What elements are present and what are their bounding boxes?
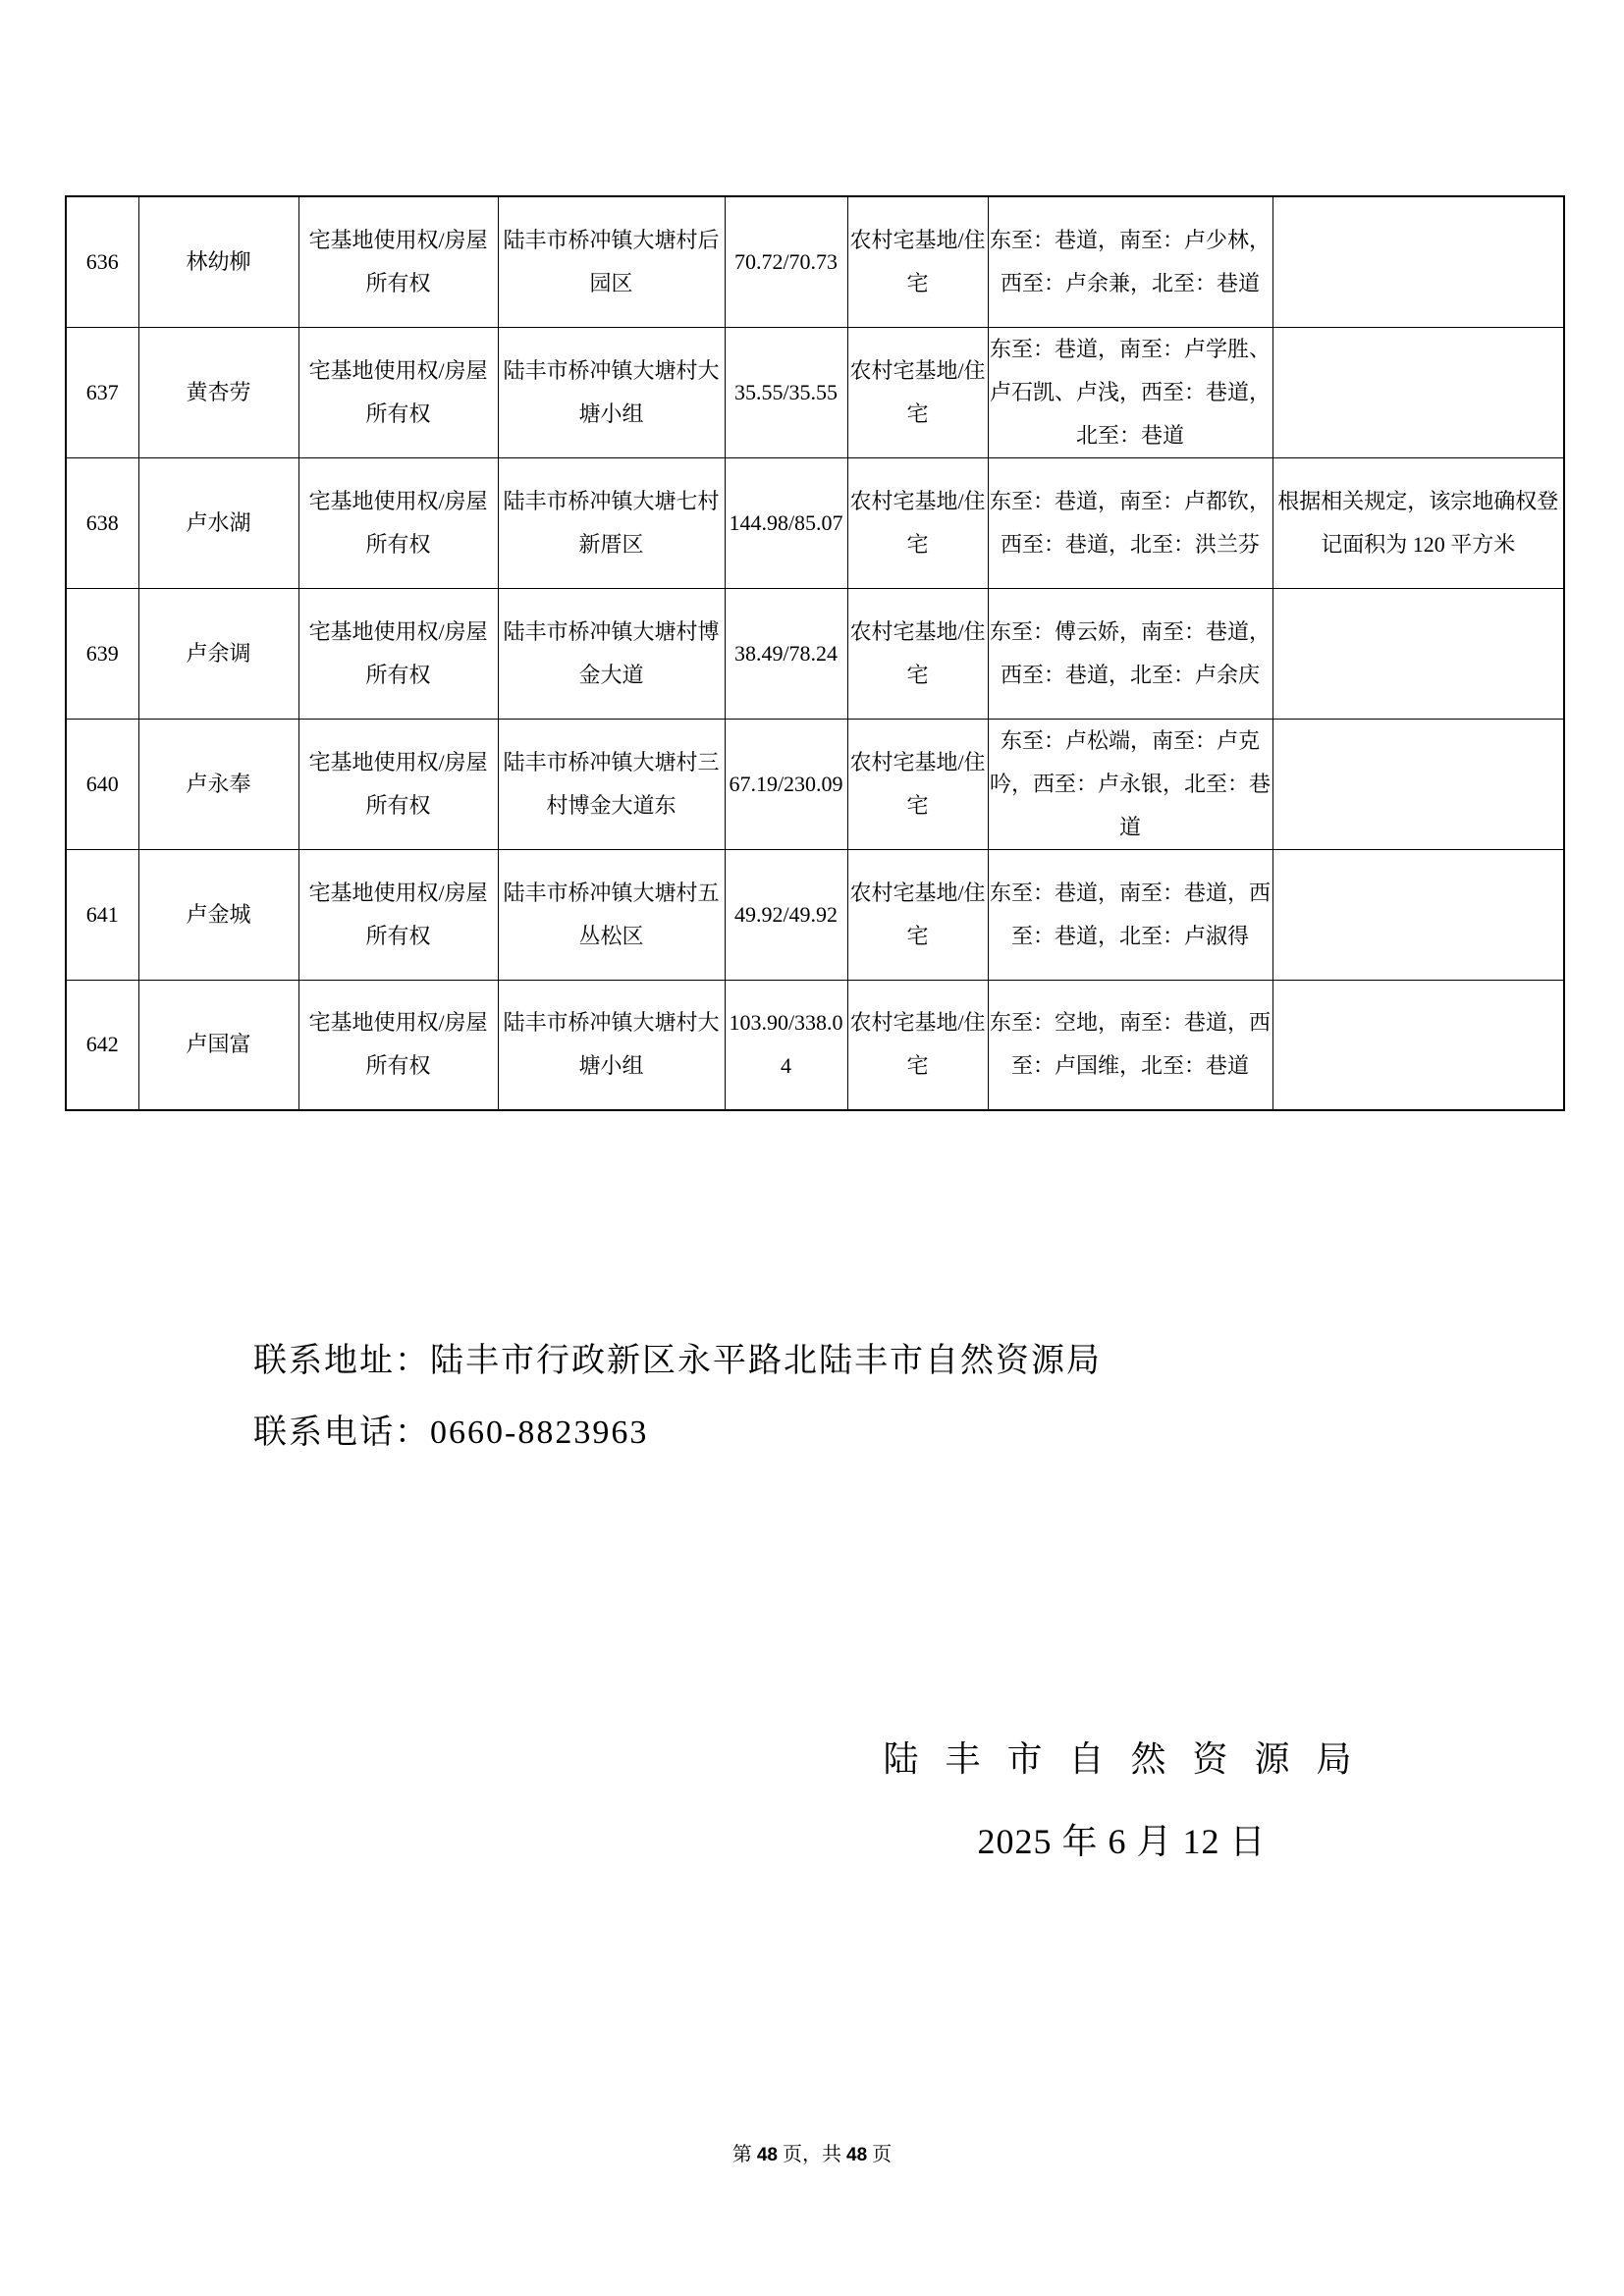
footer-current-page: 48 (756, 2145, 778, 2165)
table-row (66, 719, 1564, 849)
footer-suffix: 页 (872, 2144, 893, 2165)
contact-address: 联系地址：陆丰市行政新区永平路北陆丰市自然资源局 (253, 1343, 1102, 1379)
signature-block (844, 1718, 1399, 1883)
cell-area: 67.19/230.09 (725, 719, 847, 849)
footer-total-pages: 48 (846, 2145, 868, 2165)
cell-location: 陆丰市桥冲镇大塘村五丛松区 (498, 849, 725, 980)
cell-remark (1272, 588, 1564, 719)
cell-serial-number: 637 (66, 327, 138, 457)
cell-owner-name: 林幼柳 (138, 196, 298, 327)
cell-serial-number: 639 (66, 588, 138, 719)
cell-location: 陆丰市桥冲镇大塘村大塘小组 (498, 327, 725, 457)
cell-boundaries: 东至：卢松端，南至：卢克吟，西至：卢永银，北至：巷道 (988, 719, 1272, 849)
cell-area: 70.72/70.73 (725, 196, 847, 327)
cell-land-type: 农村宅基地/住宅 (847, 588, 988, 719)
land-registration-table (65, 195, 1565, 1111)
table-body (66, 196, 1564, 1110)
cell-land-type: 农村宅基地/住宅 (847, 196, 988, 327)
contact-block (253, 1325, 1102, 1468)
table-row (66, 980, 1564, 1110)
cell-right-type: 宅基地使用权/房屋所有权 (298, 980, 498, 1110)
cell-location: 陆丰市桥冲镇大塘村后园区 (498, 196, 725, 327)
cell-right-type: 宅基地使用权/房屋所有权 (298, 327, 498, 457)
cell-right-type: 宅基地使用权/房屋所有权 (298, 849, 498, 980)
cell-remark (1272, 849, 1564, 980)
cell-boundaries: 东至：巷道，南至：巷道，西至：巷道，北至：卢淑得 (988, 849, 1272, 980)
cell-area: 103.90/338.04 (725, 980, 847, 1110)
cell-remark (1272, 719, 1564, 849)
cell-land-type: 农村宅基地/住宅 (847, 457, 988, 588)
cell-boundaries: 东至：巷道，南至：卢都钦，西至：巷道，北至：洪兰芬 (988, 457, 1272, 588)
cell-owner-name: 卢国富 (138, 980, 298, 1110)
signature-organization: 陆 丰 市 自 然 资 源 局 (883, 1739, 1361, 1779)
page-footer (0, 2140, 1624, 2170)
cell-boundaries: 东至：巷道，南至：卢学胜、卢石凯、卢浅，西至：巷道，北至：巷道 (988, 327, 1272, 457)
cell-right-type: 宅基地使用权/房屋所有权 (298, 196, 498, 327)
cell-location: 陆丰市桥冲镇大塘村大塘小组 (498, 980, 725, 1110)
contact-phone: 联系电话：0660-8823963 (253, 1415, 649, 1451)
footer-prefix: 第 (731, 2144, 752, 2165)
cell-location: 陆丰市桥冲镇大塘村博金大道 (498, 588, 725, 719)
cell-boundaries: 东至：巷道，南至：卢少林，西至：卢余兼，北至：巷道 (988, 196, 1272, 327)
cell-boundaries: 东至：空地，南至：巷道，西至：卢国维，北至：巷道 (988, 980, 1272, 1110)
cell-location: 陆丰市桥冲镇大塘村三村博金大道东 (498, 719, 725, 849)
table-row (66, 588, 1564, 719)
cell-owner-name: 黄杏劳 (138, 327, 298, 457)
cell-serial-number: 638 (66, 457, 138, 588)
cell-area: 35.55/35.55 (725, 327, 847, 457)
cell-area: 49.92/49.92 (725, 849, 847, 980)
cell-boundaries: 东至：傅云娇，南至：巷道，西至：巷道，北至：卢余庆 (988, 588, 1272, 719)
cell-owner-name: 卢金城 (138, 849, 298, 980)
cell-right-type: 宅基地使用权/房屋所有权 (298, 588, 498, 719)
signature-date: 2025 年 6 月 12 日 (977, 1822, 1267, 1861)
cell-serial-number: 642 (66, 980, 138, 1110)
cell-area: 38.49/78.24 (725, 588, 847, 719)
footer-middle: 页，共 (783, 2144, 841, 2165)
cell-remark (1272, 980, 1564, 1110)
cell-land-type: 农村宅基地/住宅 (847, 980, 988, 1110)
cell-owner-name: 卢余调 (138, 588, 298, 719)
cell-land-type: 农村宅基地/住宅 (847, 719, 988, 849)
cell-location: 陆丰市桥冲镇大塘七村新厝区 (498, 457, 725, 588)
table-row (66, 849, 1564, 980)
table-row (66, 327, 1564, 457)
table-row (66, 457, 1564, 588)
cell-remark (1272, 196, 1564, 327)
cell-serial-number: 640 (66, 719, 138, 849)
cell-right-type: 宅基地使用权/房屋所有权 (298, 457, 498, 588)
cell-land-type: 农村宅基地/住宅 (847, 849, 988, 980)
cell-remark: 根据相关规定，该宗地确权登记面积为 120 平方米 (1272, 457, 1564, 588)
cell-area: 144.98/85.07 (725, 457, 847, 588)
cell-owner-name: 卢永奉 (138, 719, 298, 849)
table-row (66, 196, 1564, 327)
cell-serial-number: 636 (66, 196, 138, 327)
cell-right-type: 宅基地使用权/房屋所有权 (298, 719, 498, 849)
cell-serial-number: 641 (66, 849, 138, 980)
cell-owner-name: 卢水湖 (138, 457, 298, 588)
cell-land-type: 农村宅基地/住宅 (847, 327, 988, 457)
cell-remark (1272, 327, 1564, 457)
